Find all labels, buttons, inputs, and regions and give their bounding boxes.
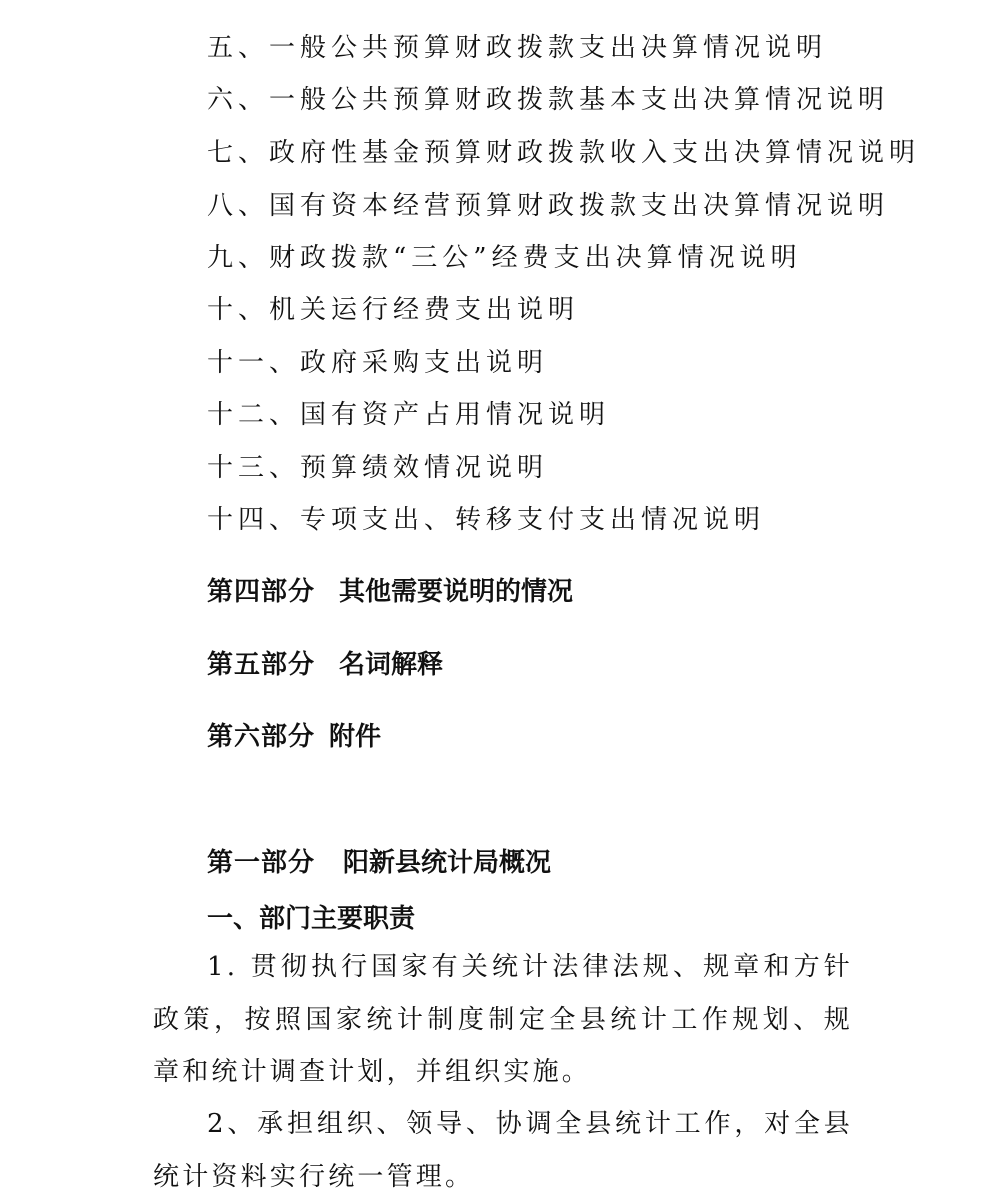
part-title: 阳新县统计局概况: [343, 848, 552, 878]
section-heading: 一、部门主要职责: [207, 904, 416, 934]
duty-paragraph-1: 1. 贯彻执行国家有关统计法律法规、规章和方针政策，按照国家统计制度制定全县统计工作规划、规章和统计调查计划，并组织实施。: [153, 952, 853, 1087]
part-one-heading: [207, 845, 551, 881]
part-number: 第六部分: [207, 722, 316, 752]
toc-item-5: 五、一般公共预算财政拨款支出决算情况说明: [207, 33, 828, 63]
part-number: 第五部分: [207, 650, 316, 680]
duty-paragraph-2: 2、承担组织、领导、协调全县统计工作，对全县统计资料实行统一管理。: [153, 1109, 853, 1192]
toc-item-8: 八、国有资本经营预算财政拨款支出决算情况说明: [207, 191, 890, 221]
part-title: 附件: [329, 722, 382, 752]
toc-item-13: 十三、预算绩效情况说明: [207, 453, 549, 483]
toc-item-10: 十、机关运行经费支出说明: [207, 295, 580, 325]
toc-item-12: 十二、国有资产占用情况说明: [207, 400, 611, 430]
toc-part-5: [207, 647, 443, 683]
toc-item-9: 九、财政拨款“三公”经费支出决算情况说明: [207, 243, 802, 273]
toc-part-6: [207, 719, 381, 755]
toc-item-6: 六、一般公共预算财政拨款基本支出决算情况说明: [207, 85, 890, 115]
toc-part-4: [207, 574, 573, 610]
part-title: 名词解释: [339, 650, 444, 680]
part-title: 其他需要说明的情况: [339, 577, 574, 607]
part-number: 第一部分: [207, 848, 316, 878]
toc-item-7: 七、政府性基金预算财政拨款收入支出决算情况说明: [207, 138, 921, 168]
toc-item-11: 十一、政府采购支出说明: [207, 348, 549, 378]
part-number: 第四部分: [207, 577, 316, 607]
toc-item-14: 十四、专项支出、转移支付支出情况说明: [207, 505, 766, 535]
